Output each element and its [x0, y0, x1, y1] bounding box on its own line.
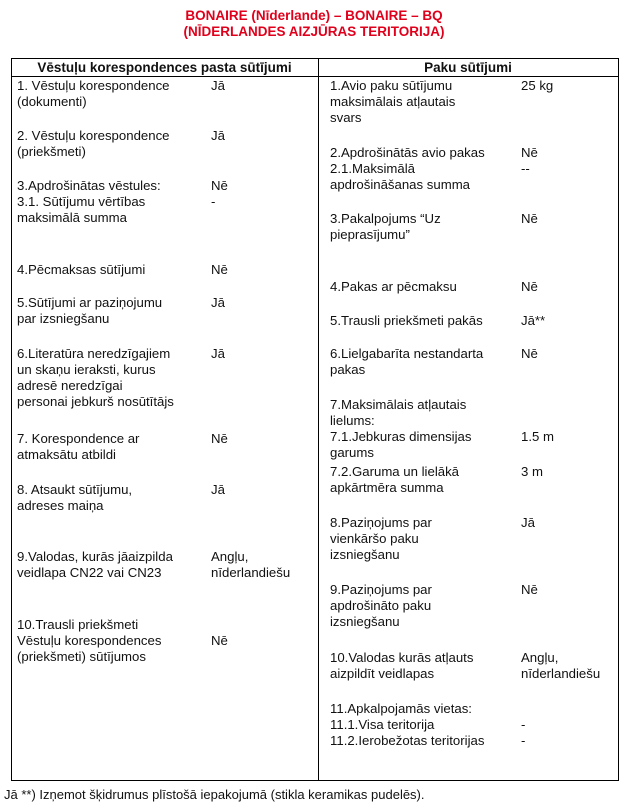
parcels-label-1: 1.Avio paku sūtījumu maksimālais atļautais svars — [330, 78, 456, 125]
parcels-value-7-2: 3 m — [521, 464, 543, 479]
parcels-label-8: 8.Paziņojums par vienkāršo paku izsniegšanu — [330, 515, 432, 562]
letters-value-6: Jā — [211, 346, 225, 361]
footnote: Jā **) Izņemot šķidrumus plīstošā iepakojumā (stikla keramikas pudelēs). — [4, 787, 425, 802]
parcels-label-4: 4.Pakas ar pēcmaksu — [330, 279, 457, 294]
letters-value-4: Nē — [211, 262, 228, 277]
letters-value-8: Jā — [211, 482, 225, 497]
parcels-label-2: 2.Apdrošinātās avio pakas 2.1.Maksimālā apdrošināšanas summa — [330, 145, 485, 192]
parcels-label-5: 5.Trausli priekšmeti pakās — [330, 313, 483, 328]
parcels-value-7: 1.5 m — [521, 429, 554, 444]
letters-label-2: 2. Vēstuļu korespondence (priekšmeti) — [17, 128, 170, 159]
parcels-value-11: - - — [521, 717, 526, 748]
letters-label-5: 5.Sūtījumi ar paziņojumu par izsniegšanu — [17, 295, 163, 326]
letters-label-9: 9.Valodas, kurās jāaizpilda veidlapa CN22 vai CN23 — [17, 549, 173, 580]
parcels-value-10: Angļu, nīderlandiešu — [521, 650, 601, 681]
services-table — [11, 58, 619, 781]
letters-label-1: 1. Vēstuļu korespondence (dokumenti) — [17, 78, 170, 109]
parcels-label-6: 6.Lielgabarīta nestandarta pakas — [330, 346, 484, 377]
table-top-border — [11, 58, 619, 59]
table-bottom-border — [11, 780, 619, 781]
letters-value-3: Nē - — [211, 178, 228, 209]
parcels-value-8: Jā — [521, 515, 535, 530]
letters-label-4: 4.Pēcmaksas sūtījumi — [17, 262, 146, 277]
parcels-label-7-2: 7.2.Garuma un lielākā apkārtmēra summa — [330, 464, 460, 495]
parcels-column-header: Paku sūtījumi — [424, 60, 512, 75]
letters-value-1: Jā — [211, 78, 225, 93]
parcels-value-6: Nē — [521, 346, 538, 361]
title-line-2: (NĪDERLANDES AIZJŪRAS TERITORIJA) — [183, 24, 445, 39]
parcels-label-10: 10.Valodas kurās atļauts aizpildīt veidlapas — [330, 650, 474, 681]
table-left-border — [11, 58, 12, 781]
parcels-value-2: Nē -- — [521, 145, 538, 176]
parcels-value-9: Nē — [521, 582, 538, 597]
letters-label-7: 7. Korespondence ar atmaksātu atbildi — [17, 431, 140, 462]
parcels-label-3: 3.Pakalpojums “Uz pieprasījumu” — [330, 211, 441, 242]
parcels-value-1: 25 kg — [521, 78, 554, 93]
letters-value-5: Jā — [211, 295, 225, 310]
parcels-value-4: Nē — [521, 279, 538, 294]
letters-label-6: 6.Literatūra neredzīgajiem un skaņu ieraksti, kurus adresē neredzīgai personai jebkurš nosūtītājs — [17, 346, 174, 409]
letters-value-9: Angļu, nīderlandiešu — [211, 549, 291, 580]
letters-value-7: Nē — [211, 431, 228, 446]
letters-value-2: Jā — [211, 128, 225, 143]
table-middle-border — [318, 58, 319, 781]
letters-column-header: Vēstuļu korespondences pasta sūtījumi — [37, 60, 292, 75]
letters-label-8: 8. Atsaukt sūtījumu, adreses maiņa — [17, 482, 133, 513]
letters-label-3: 3.Apdrošinātas vēstules: 3.1. Sūtījumu vērtības maksimālā summa — [17, 178, 161, 225]
parcels-label-9: 9.Paziņojums par apdrošināto paku izsniegšanu — [330, 582, 432, 629]
header-bottom-border — [11, 76, 619, 77]
letters-label-10: 10.Trausli priekšmeti Vēstuļu korespondences (priekšmeti) sūtījumos — [17, 617, 162, 664]
title-line-1: BONAIRE (Nīderlande) – BONAIRE – BQ — [185, 8, 443, 23]
parcels-label-7: 7.Maksimālais atļautais lielums: 7.1.Jebkuras dimensijas garums — [330, 397, 472, 460]
parcels-label-11: 11.Apkalpojamās vietas: 11.1.Visa teritorija 11.2.Ierobežotas teritorijas — [330, 701, 485, 748]
parcels-value-3: Nē — [521, 211, 538, 226]
parcels-value-5: Jā** — [521, 313, 546, 328]
letters-value-10: Nē — [211, 633, 228, 648]
table-right-border — [618, 58, 619, 781]
